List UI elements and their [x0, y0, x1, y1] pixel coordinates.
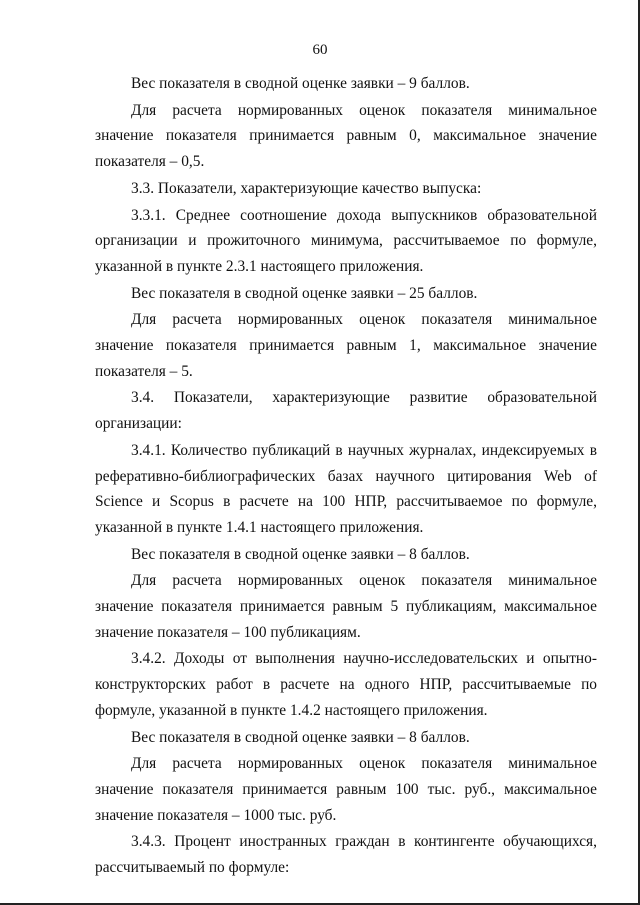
paragraph-weight-9: Вес показателя в сводной оценке заявки – 9 баллов. — [131, 75, 470, 92]
page-number: 60 — [312, 42, 328, 58]
paragraph-normalization-100-1000: Для расчета нормированных оценок показателя минимальное значение показателя принимается равным 100 тыс. руб., максимальное значение показателя – 1000 тыс. руб. — [95, 755, 597, 824]
section-heading-3-3: 3.3. Показатели, характеризующие качество выпуска: — [131, 179, 482, 197]
paragraph-3-4-3: 3.4.3. Процент иностранных граждан в контингенте обучающихся, рассчитываемый по формуле: — [95, 833, 597, 877]
paragraph-weight-8-b: Вес показателя в сводной оценке заявки – 8 баллов. — [131, 728, 470, 746]
paragraph-weight-8-a: Вес показателя в сводной оценке заявки – 8 баллов. — [131, 545, 470, 563]
paragraph-3-4-1: 3.4.1. Количество публикаций в научных журналах, индексируемых в реферативно-библиографических базах научного цитирования Web of Science и Scopus в расчете на 100 НПР, рассчитываемое по формуле, указанной в пункте 1.4.1 настоящего приложения. — [95, 441, 597, 536]
paragraph-normalization-5-100: Для расчета нормированных оценок показателя минимальное значение показателя принимается равным 5 публикациям, максимальное значение показателя – 100 публикациям. — [95, 572, 597, 641]
paragraph-normalization-0-05: Для расчета нормированных оценок показателя минимальное значение показателя принимается равным 0, максимальное значение показателя – 0,5. — [95, 101, 597, 171]
document-body — [95, 71, 597, 881]
paragraph-3-3-1: 3.3.1. Среднее соотношение дохода выпускников образовательной организации и прожиточного минимума, рассчитываемое по формуле, указанной в пункте 2.3.1 настоящего приложения. — [95, 206, 597, 275]
paragraph-3-4-2: 3.4.2. Доходы от выполнения научно-исследовательских и опытно-конструкторских работ в расчете на одного НПР, рассчитываемые по формуле, указанной в пункте 1.4.2 настоящего приложения. — [95, 650, 597, 719]
paragraph-normalization-1-5: Для расчета нормированных оценок показателя минимальное значение показателя принимается равным 1, максимальное значение показателя – 5. — [95, 311, 597, 380]
section-heading-3-4: 3.4. Показатели, характеризующие развитие образовательной организации: — [95, 389, 597, 433]
paragraph-weight-25: Вес показателя в сводной оценке заявки – 25 баллов. — [131, 284, 478, 302]
